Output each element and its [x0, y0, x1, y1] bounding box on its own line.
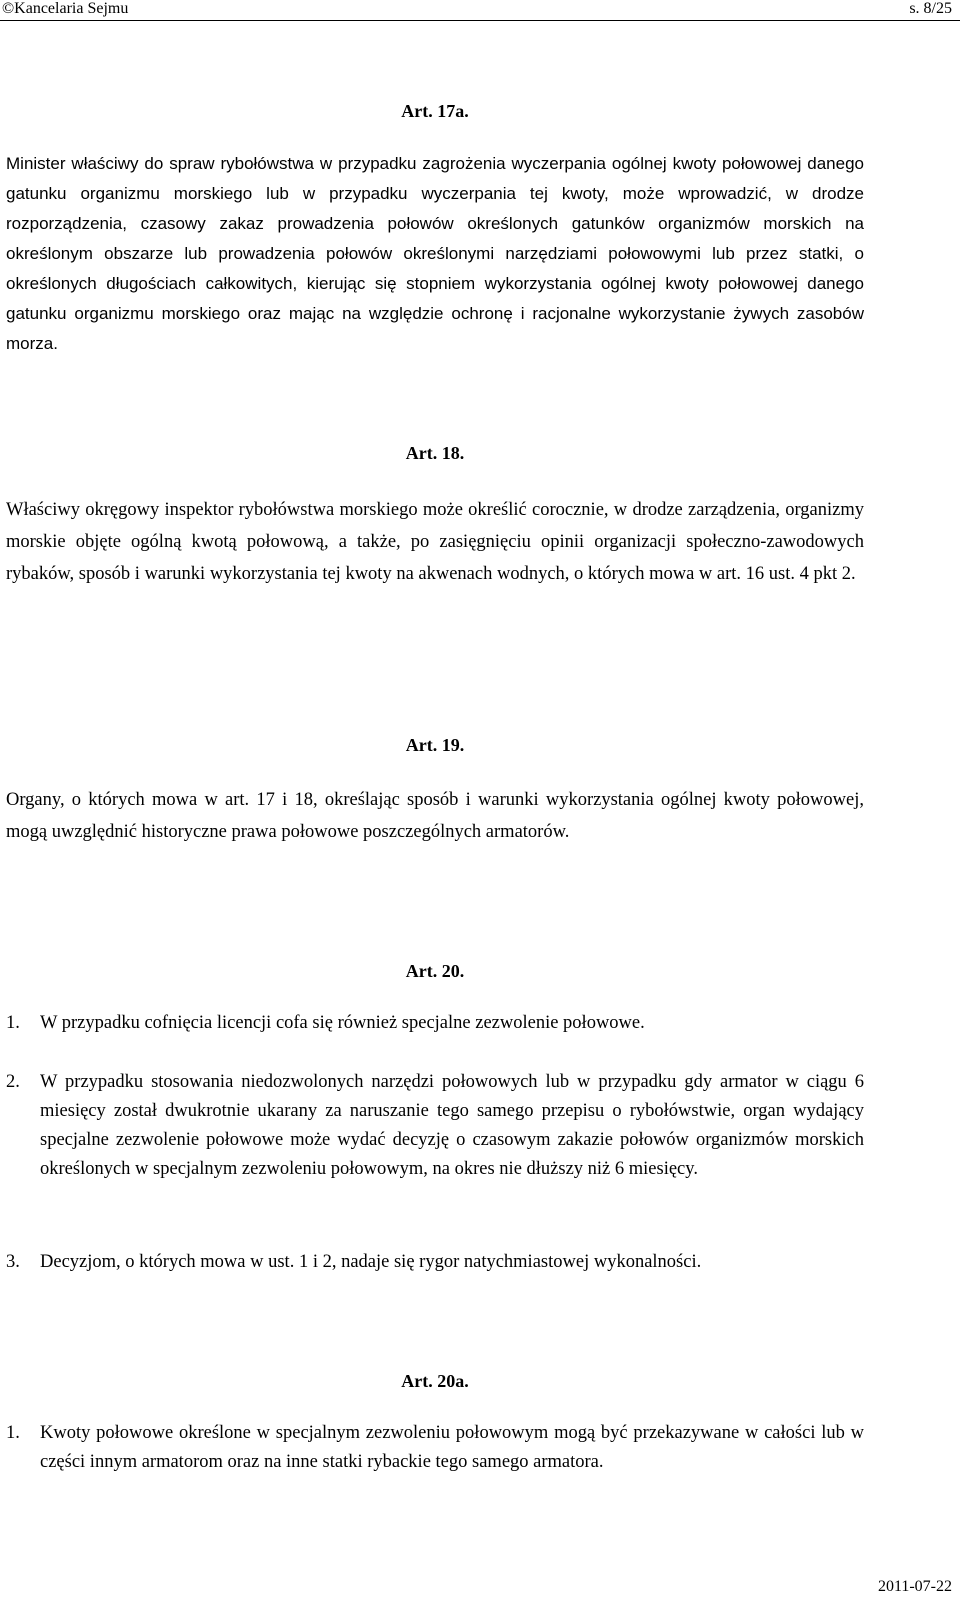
list-item [6, 1068, 864, 1184]
item-text: W przypadku cofnięcia licencji cofa się również specjalne zezwolenie połowowe. [40, 1013, 645, 1033]
article-title: Art. 18. [405, 443, 465, 463]
page-header [0, 0, 960, 22]
list-item [6, 1248, 864, 1277]
item-number: 1. [6, 1013, 20, 1033]
header-divider [0, 20, 960, 21]
item-text: Kwoty połowowe określone w specjalnym zezwoleniu połowowym mogą być przekazywane w całości lub w części innym armatorom oraz na inne statki rybackie tego samego armatora. [40, 1423, 864, 1472]
item-number: 2. [6, 1072, 20, 1092]
item-number: 1. [6, 1423, 20, 1443]
header-page-number: s. 8/25 [909, 0, 952, 17]
item-text: W przypadku stosowania niedozwolonych narzędzi połowowych lub w przypadku gdy armator w ciągu 6 miesięcy został dwukrotnie ukarany za naruszanie tego samego przepisu o rybołówstwie, organ wydający specjalne zezwolenie połowowe może wydać decyzję o czasowym zakazie połowów organizmów morskich określonych w specjalnym zezwoleniu połowowym, na okres nie dłuższy niż 6 miesięcy. [40, 1072, 864, 1179]
article-title: Art. 20a. [401, 1371, 469, 1391]
footer-date: 2011-07-22 [877, 1578, 952, 1595]
list-item [6, 1419, 864, 1477]
header-source: ©Kancelaria Sejmu [2, 0, 129, 17]
article-title: Art. 17a. [401, 101, 469, 121]
article-title: Art. 20. [405, 961, 465, 981]
item-number: 3. [6, 1252, 20, 1272]
list-item [6, 1009, 864, 1038]
article-text: Minister właściwy do spraw rybołówstwa w przypadku zagrożenia wyczerpania ogólnej kwoty połowowej danego gatunku organizmu morskiego lub w przypadku wyczerpania tej kwoty, może wprowadzić, w drodze rozporządzenia, czasowy zakaz prowadzenia połowów określonych gatunków organizmów morskich na określonym obszarze lub prowadzenia połowów określonymi narzędziami połowowymi lub przez statki, o określonych długościach całkowitych, kierując się stopniem wykorzystania ogólnej kwoty połowowej danego gatunku organizmu morskiego oraz mając na względzie ochronę i racjonalne wykorzystanie żywych zasobów morza. [6, 154, 864, 353]
item-text: Decyzjom, o których mowa w ust. 1 i 2, nadaje się rygor natychmiastowej wykonalności. [40, 1252, 702, 1272]
article-text: Właściwy okręgowy inspektor rybołówstwa morskiego może określić corocznie, w drodze zarządzenia, organizmy morskie objęte ogólną kwotą połowową, a także, po zasięgnięciu opinii organizacji społeczno-zawodowych rybaków, sposób i warunki wykorzystania tej kwoty na akwenach wodnych, o których mowa w art. 16 ust. 4 pkt 2. [6, 500, 864, 584]
article-title: Art. 19. [405, 735, 465, 755]
article-text: Organy, o których mowa w art. 17 i 18, określając sposób i warunki wykorzystania ogólnej kwoty połowowej, mogą uwzględnić historyczne prawa połowowe poszczególnych armatorów. [6, 790, 864, 842]
